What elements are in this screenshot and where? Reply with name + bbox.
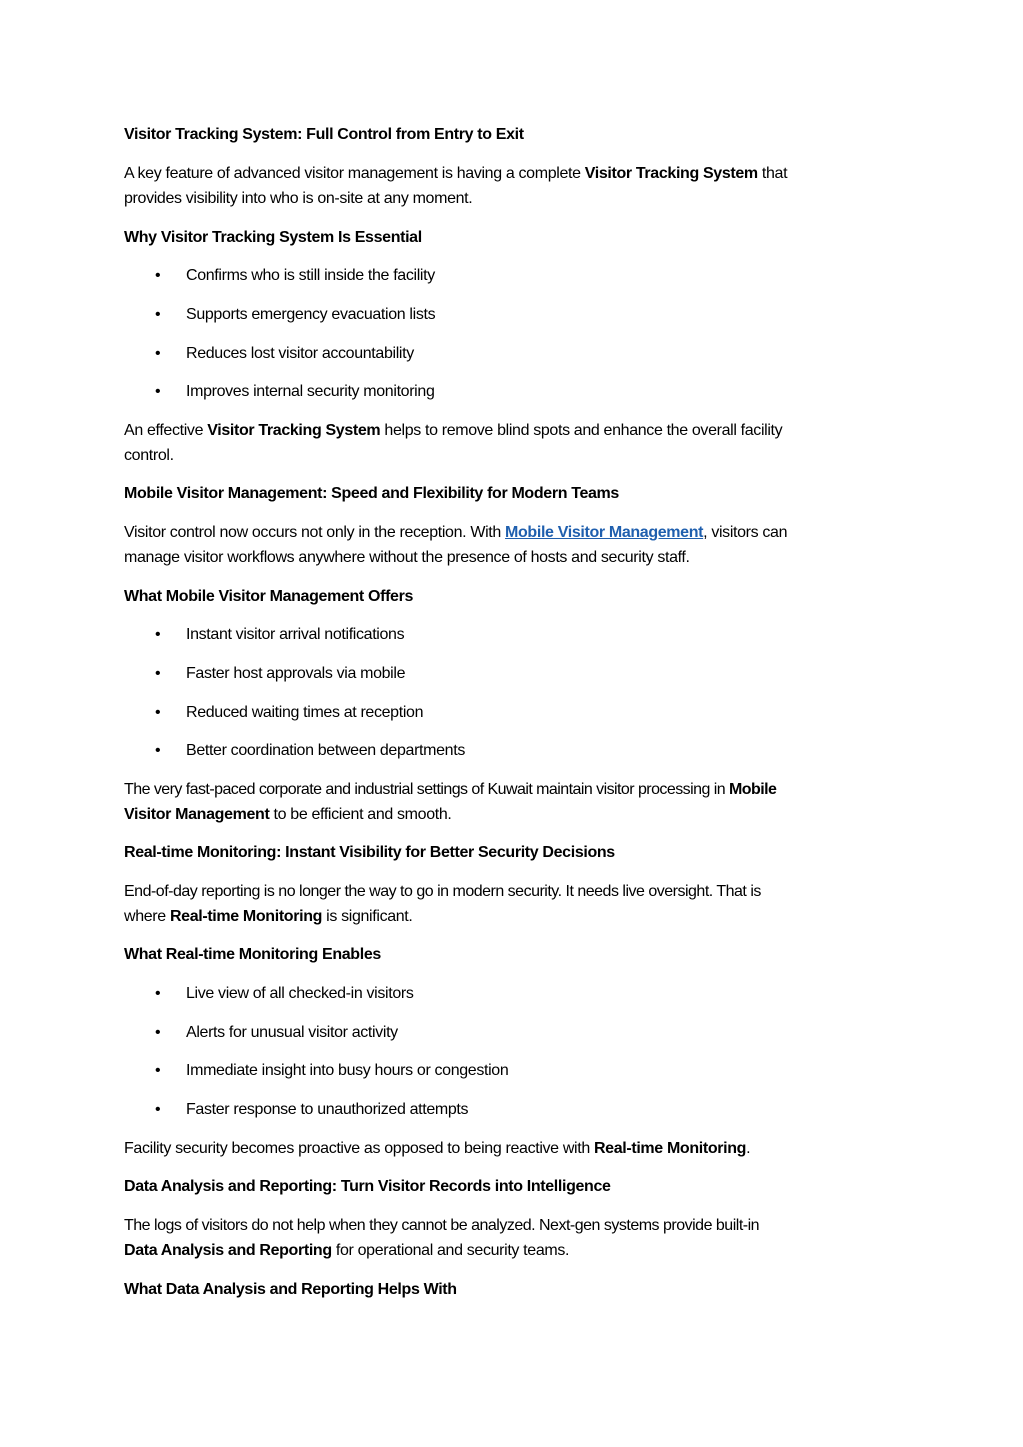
text: An effective <box>124 422 208 439</box>
bold-term: Real-time Monitoring <box>593 1140 747 1157</box>
text: . <box>746 1140 751 1157</box>
list-item: Alerts for unusual visitor activity <box>186 1024 398 1041</box>
bullet-icon: • <box>155 383 161 400</box>
bold-term: Real-time Monitoring <box>169 908 323 925</box>
section-heading: Data Analysis and Reporting: Turn Visitor Records into Intelligence <box>124 1178 611 1195</box>
list-item: Faster response to unauthorized attempts <box>186 1101 469 1118</box>
text: Facility security becomes proactive as opposed to being reactive with <box>124 1140 594 1157</box>
list-item: Confirms who is still inside the facility <box>186 267 435 284</box>
paragraph <box>124 523 787 543</box>
text: , visitors can <box>703 524 788 541</box>
paragraph <box>124 164 787 184</box>
subheading: What Real-time Monitoring Enables <box>124 946 381 963</box>
text: where <box>124 908 170 925</box>
subheading: Why Visitor Tracking System Is Essential <box>124 229 422 246</box>
bullet-icon: • <box>155 267 161 284</box>
bold-term: Visitor Management <box>124 806 270 823</box>
bullet-icon: • <box>155 306 161 323</box>
paragraph-line: provides visibility into who is on-site at any moment. <box>124 190 473 207</box>
text: Visitor control now occurs not only in the reception. With <box>124 524 506 541</box>
bullet-icon: • <box>155 742 161 759</box>
paragraph <box>124 1241 569 1261</box>
paragraph <box>124 780 776 800</box>
bold-term: Data Analysis and Reporting <box>124 1242 332 1259</box>
bold-term: Mobile <box>728 781 777 798</box>
text: The very fast-paced corporate and industrial settings of Kuwait maintain visitor processing in <box>124 781 729 798</box>
section-heading: Real-time Monitoring: Instant Visibility for Better Security Decisions <box>124 844 615 861</box>
paragraph <box>124 1139 750 1159</box>
paragraph-line: control. <box>124 447 174 464</box>
text: A key feature of advanced visitor management is having a complete <box>124 165 585 182</box>
list-item: Reduced waiting times at reception <box>186 704 424 721</box>
paragraph-line: End-of-day reporting is no longer the way to go in modern security. It needs live oversight. That is <box>124 883 761 900</box>
list-item: Immediate insight into busy hours or congestion <box>186 1062 509 1079</box>
subheading: What Data Analysis and Reporting Helps With <box>124 1281 457 1298</box>
list-item: Live view of all checked-in visitors <box>186 985 414 1002</box>
bullet-icon: • <box>155 704 161 721</box>
list-item: Faster host approvals via mobile <box>186 665 406 682</box>
bold-term: Visitor Tracking System <box>207 422 381 439</box>
list-item: Supports emergency evacuation lists <box>186 306 436 323</box>
list-item: Improves internal security monitoring <box>186 383 435 400</box>
paragraph <box>124 421 782 441</box>
section-heading: Mobile Visitor Management: Speed and Flexibility for Modern Teams <box>124 485 619 502</box>
text: to be efficient and smooth. <box>269 806 452 823</box>
text: for operational and security teams. <box>331 1242 570 1259</box>
paragraph-line <box>124 805 451 825</box>
bullet-icon: • <box>155 1024 161 1041</box>
subheading: What Mobile Visitor Management Offers <box>124 588 414 605</box>
paragraph-line: manage visitor workflows anywhere without the presence of hosts and security staff. <box>124 549 690 566</box>
bullet-icon: • <box>155 985 161 1002</box>
list-item: Reduces lost visitor accountability <box>186 345 414 362</box>
mobile-visitor-management-link[interactable]: Mobile Visitor Management <box>505 524 704 541</box>
paragraph-line: The logs of visitors do not help when they cannot be analyzed. Next-gen systems provide built-in <box>124 1217 760 1234</box>
bullet-icon: • <box>155 1062 161 1079</box>
bold-term: Visitor Tracking System <box>584 165 758 182</box>
text: that <box>757 165 788 182</box>
list-item: Instant visitor arrival notifications <box>186 626 405 643</box>
text: is significant. <box>322 908 413 925</box>
bullet-icon: • <box>155 1101 161 1118</box>
text: helps to remove blind spots and enhance the overall facility <box>380 422 783 439</box>
section-heading: Visitor Tracking System: Full Control from Entry to Exit <box>124 126 524 143</box>
bullet-icon: • <box>155 345 161 362</box>
bullet-icon: • <box>155 626 161 643</box>
paragraph <box>124 907 413 927</box>
list-item: Better coordination between departments <box>186 742 465 759</box>
bullet-icon: • <box>155 665 161 682</box>
